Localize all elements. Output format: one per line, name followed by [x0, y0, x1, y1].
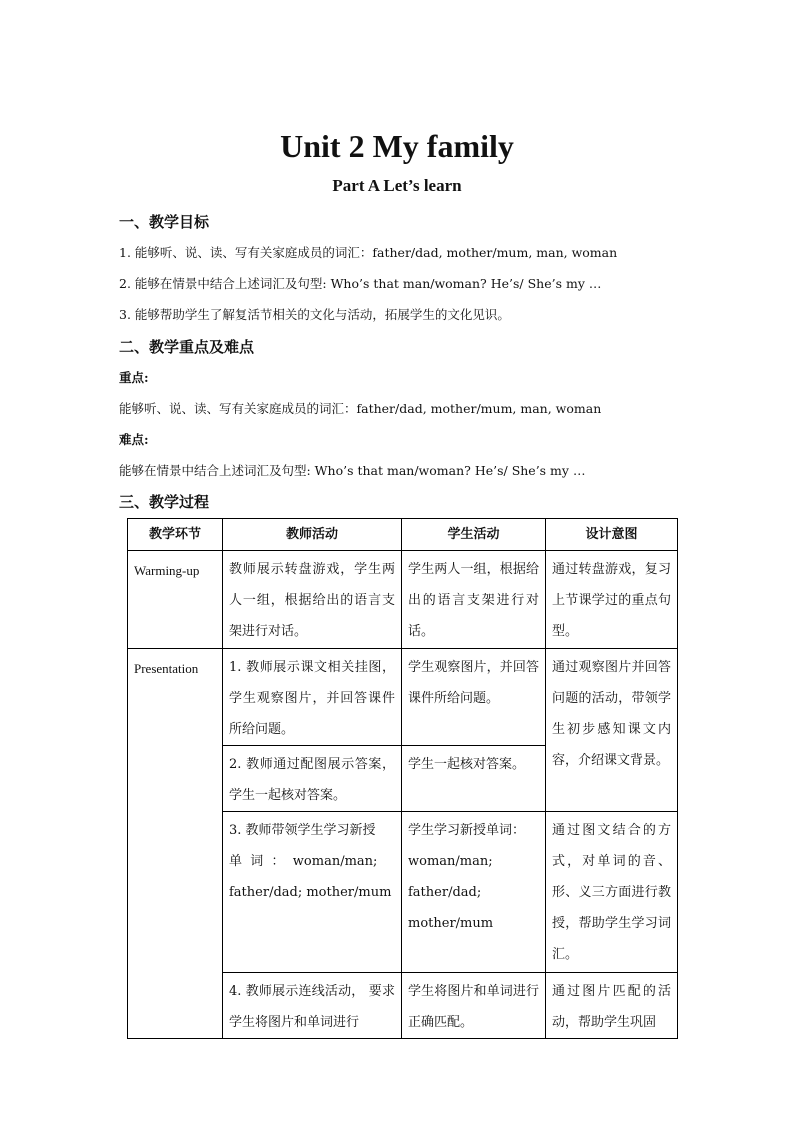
- objective-item: 1. 能够听、说、读、写有关家庭成员的词汇：father/dad, mother/mum, man, woman: [119, 245, 618, 260]
- objective-item: 2. 能够在情景中结合上述词汇及句型: Who’s that man/woman? He’s/ She’s my …: [119, 276, 602, 291]
- teacher-activity-cell: 2. 教师通过配图展示答案，学生一起核对答案。: [223, 746, 402, 812]
- teaching-process-table: [127, 518, 678, 1039]
- student-activity-cell: 学生两人一组，根据给出的语言支架进行对话。: [402, 551, 546, 649]
- stage-cell: Warming-up: [128, 551, 223, 649]
- student-activity-line: 学生学习新授单词：: [408, 823, 526, 838]
- document-subtitle: Part A Let’s learn: [332, 176, 462, 195]
- teacher-activity-cell: 4. 教师展示连线活动， 要求学生将图片和单词进行: [223, 973, 402, 1039]
- table-row: [128, 649, 678, 746]
- teacher-activity-cell: [223, 812, 402, 973]
- student-activity-line: mother/mum: [408, 916, 494, 931]
- design-intent-cell: 通过观察图片并回答问题的活动，带领学生初步感知课文内容，介绍课文背景。: [546, 649, 678, 812]
- stage-cell: Presentation: [128, 649, 223, 1039]
- teacher-activity-cell: 教师展示转盘游戏，学生两人一组，根据给出的语言支架进行对话。: [223, 551, 402, 649]
- column-header: 学生活动: [402, 519, 546, 551]
- section-heading-process: 三、教学过程: [119, 493, 210, 511]
- teacher-activity-line: 3. 教师带领学生学习新授: [229, 823, 376, 838]
- design-intent-cell: 通过图片匹配的活动，帮助学生巩固: [546, 973, 678, 1039]
- key-point-label: 重点:: [119, 370, 149, 385]
- teacher-activity-cell: 1. 教师展示课文相关挂图，学生观察图片，并回答课件所给问题。: [223, 649, 402, 746]
- table-row: [128, 551, 678, 649]
- design-intent-cell: 通过图文结合的方式，对单词的音、形、义三方面进行教授，帮助学生学习词汇。: [546, 812, 678, 973]
- student-activity-cell: 学生一起核对答案。: [402, 746, 546, 812]
- section-heading-objectives: 一、教学目标: [119, 213, 210, 231]
- difficulty-text: 能够在情景中结合上述词汇及句型: Who’s that man/woman? He’s/ She’s my …: [119, 463, 586, 478]
- design-intent-cell: 通过转盘游戏，复习上节课学过的重点句型。: [546, 551, 678, 649]
- document-title: Unit 2 My family: [280, 128, 514, 164]
- student-activity-line: father/dad;: [408, 885, 482, 900]
- student-activity-cell: 学生将图片和单词进行正确匹配。: [402, 973, 546, 1039]
- objective-item: 3. 能够帮助学生了解复活节相关的文化与活动，拓展学生的文化见识。: [119, 307, 510, 322]
- student-activity-line: woman/man;: [408, 854, 493, 869]
- section-heading-key-points: 二、教学重点及难点: [119, 338, 255, 356]
- column-header: 设计意图: [546, 519, 678, 551]
- teacher-activity-line: father/dad; mother/mum: [229, 885, 392, 900]
- column-header: 教学环节: [128, 519, 223, 551]
- key-point-text: 能够听、说、读、写有关家庭成员的词汇：father/dad, mother/mum, man, woman: [119, 401, 602, 416]
- column-header: 教师活动: [223, 519, 402, 551]
- teacher-activity-line: 单 词 ： woman/man;: [229, 854, 378, 869]
- difficulty-label: 难点:: [119, 432, 149, 447]
- student-activity-cell: 学生观察图片，并回答课件所给问题。: [402, 649, 546, 746]
- table-header-row: [128, 519, 678, 551]
- student-activity-cell: [402, 812, 546, 973]
